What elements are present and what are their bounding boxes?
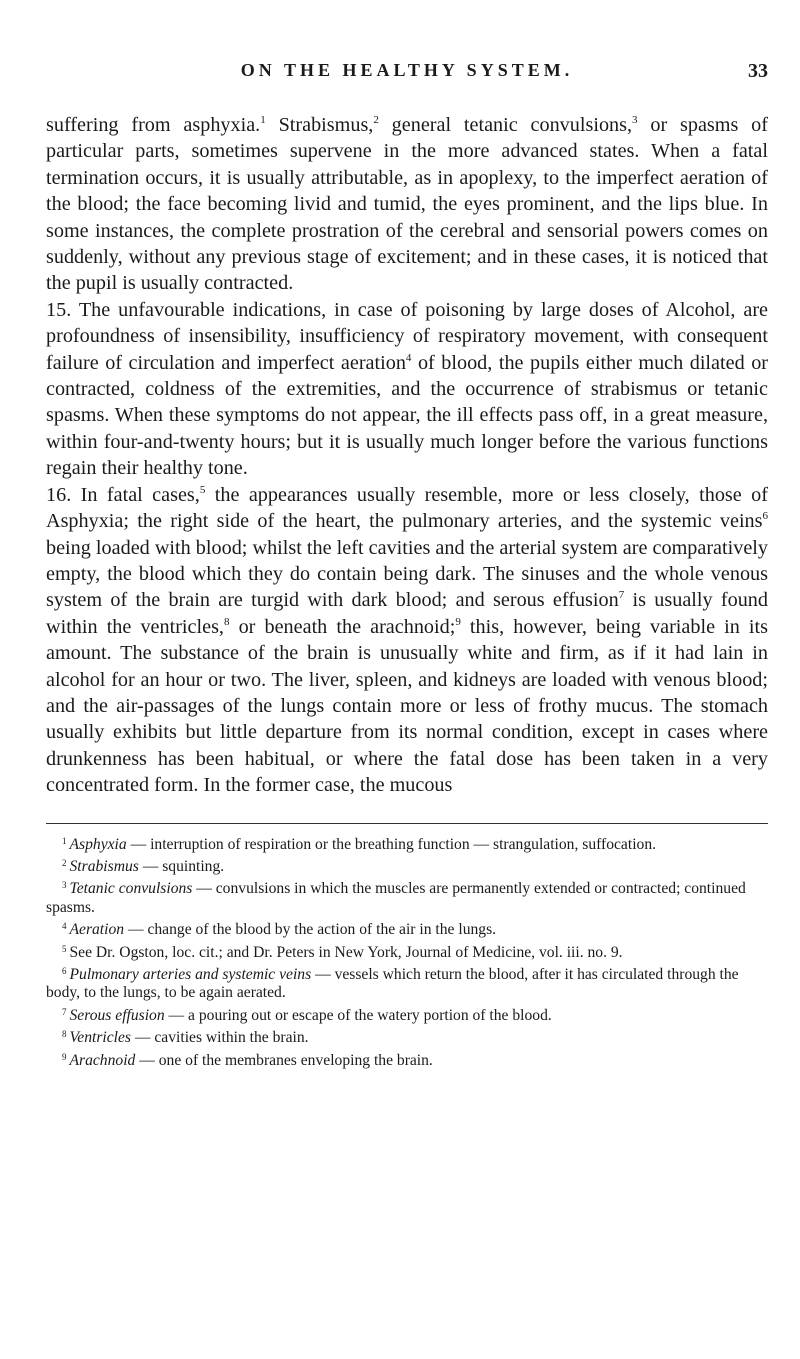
footnote-4: $^4$ Aeration — change of the blood by the action of the air in the lungs. [62,921,497,939]
footnote-6: $^6$ Pulmonary arteries and systemic veins — vessels which return the blood, after it has circulated through the body, to the lungs, to be again aerated. [46,966,739,1002]
page-header [46,60,768,94]
footnote-ref: 6 [762,510,768,523]
footnote-ref: 1 [260,114,266,126]
footnote-1: $^1$ Asphyxia — interruption of respiration or the breathing function — strangulation, suffocation. [62,835,657,853]
page-number: 33 [748,60,768,82]
paragraph-16: 16. In fatal cases,$^5$ the appearances usually resemble, more or less closely, those of Asphyxia; the right side of the heart, the pulmonary arteries, and the systemic veins$^6$ being loaded with blood; whilst the left cavities and the arterial system are comparatively empty, the blood which they do contain being dark. The sinuses and the whole venous system of the brain are turgid with dark blood; and serous effusion$^7$ is usually found within the ventricles,$^8$ or beneath the arachnoid;$^9$ this, however, being variable in its amount. The substance of the brain is unusually white and firm, as if it had lain in alcohol for an hour or two. The liver, spleen, and kidneys are loaded with venous blood; and the air-passages of the lungs contain more or less of frothy mucus. The stomach usually exhibits but little departure from its normal condition, except in cases where drunkenness has been habitual, or where the fatal dose has been taken in a very concentrated form. In the former case, the mucous [46,483,769,797]
footnote-divider [46,823,768,824]
footnote-ref: 9 [455,615,461,628]
running-title: ON THE HEALTHY SYSTEM. [240,60,574,80]
footnote-ref: 4 [405,351,412,364]
footnote-ref: 7 [618,589,625,602]
footnotes [46,832,768,1070]
footnote-5: $^5$ See Dr. Ogston, loc. cit.; and Dr. Peters in New York, Journal of Medicine, vol. iii. no. 9. [62,943,623,961]
paragraph-15: 15. The unfavourable indications, in case of poisoning by large doses of Alcohol, are profoundness of insensibility, insufficiency of respiratory movement, with consequent failure of circulation and imperfect aeration$^4$ of blood, the pupils either much dilated or contracted, coldness of the extremities, and the occurrence of strabismus or tetanic spasms. When these symptoms do not appear, the ill effects pass off, in a great measure, within four-and-twenty hours; but it is usually much longer before the various functions regain their healthy tone. [46,298,769,480]
body-text [46,112,768,799]
footnote-ref: 2 [373,114,379,126]
footnote-ref: 8 [223,615,230,628]
footnote-2: $^2$ Strabismus — squinting. [62,857,225,875]
footnote-ref: 3 [632,114,638,126]
footnote-8: $^8$ Ventricles — cavities within the brain. [62,1029,309,1047]
footnote-3: $^3$ Tetanic convulsions — convulsions in which the muscles are permanently extended or contracted; continued spasms. [46,880,746,916]
paragraph-1: suffering from asphyxia.$^1$ Strabismus,$^2$ general tetanic convulsions,$^3$ or spasms of particular parts, sometimes supervene in the more advanced states. When a fatal termination occurs, it is usually attributable, as in apoplexy, to the imperfect aeration of the blood; the face becoming livid and tumid, the eyes prominent, and the lips blue. In some instances, the complete prostration of the cerebral and sensorial powers comes on suddenly, without any previous stage of excitement; and in these cases, it is noticed that the pupil is usually contracted. [46,114,768,295]
footnote-ref: 5 [199,483,206,496]
footnote-7: $^7$ Serous effusion — a pouring out or escape of the watery portion of the blood. [62,1006,552,1024]
footnote-9: $^9$ Arachnoid — one of the membranes enveloping the brain. [62,1051,433,1069]
book-page [46,60,768,1070]
